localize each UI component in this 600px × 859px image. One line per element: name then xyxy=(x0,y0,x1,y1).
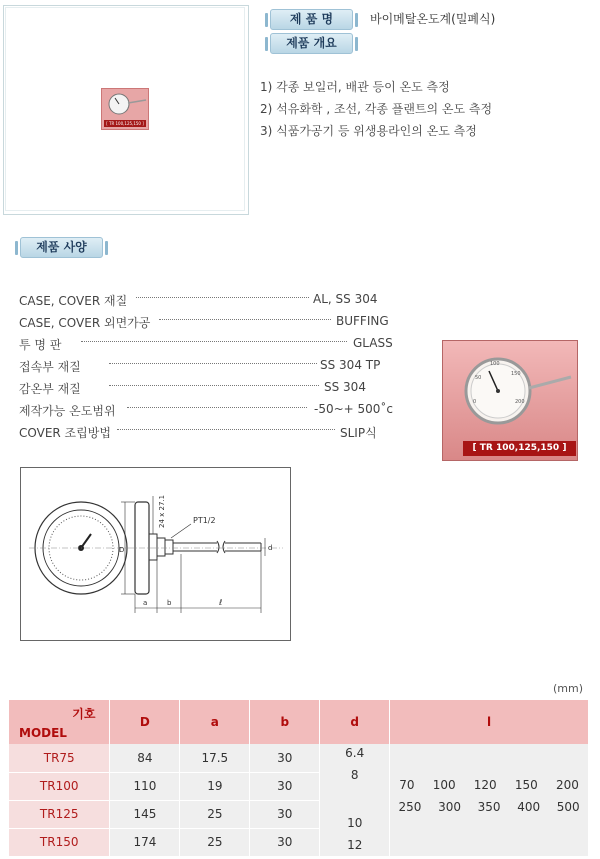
product-name-label: 제 품 명 xyxy=(270,9,353,30)
l-values-cell xyxy=(390,744,589,856)
svg-text:100: 100 xyxy=(490,361,500,367)
svg-text:50: 50 xyxy=(475,375,482,381)
spec-row-value: SLIP식 xyxy=(340,426,377,440)
model-cell: TR125 xyxy=(9,800,110,828)
table-row xyxy=(9,744,589,772)
thermometer-thumb-icon xyxy=(102,89,148,121)
d-value: 12 xyxy=(347,838,363,852)
header-b: b xyxy=(250,700,320,744)
d-values-cell xyxy=(320,744,390,856)
value-cell: 30 xyxy=(250,828,320,856)
header-a: a xyxy=(180,700,250,744)
dim-a-label: a xyxy=(143,599,148,607)
svg-text:200: 200 xyxy=(515,399,525,405)
header-code: 기호 xyxy=(72,707,96,721)
dim-b-label: b xyxy=(167,599,172,607)
value-cell: 84 xyxy=(110,744,180,772)
model-cell: TR150 xyxy=(9,828,110,856)
spec-row-value: SS 304 xyxy=(324,380,366,394)
d-value: 6.4 xyxy=(345,746,365,760)
hex-dim-label: 24 x 27.1 xyxy=(158,494,166,528)
l-value: 120 xyxy=(473,778,497,792)
product-thumbnail[interactable] xyxy=(101,88,149,130)
thermometer-photo-icon xyxy=(443,341,577,439)
spec-label: 제품 사양 xyxy=(20,237,103,258)
header-model: MODEL xyxy=(19,726,67,740)
value-cell: 145 xyxy=(110,800,180,828)
product-name-value: 바이메탈온도계(밀폐식) xyxy=(370,12,496,26)
value-cell: 30 xyxy=(250,800,320,828)
dimension-table xyxy=(9,700,589,857)
svg-text:0: 0 xyxy=(473,399,477,405)
spec-row-label: 감온부 재질 xyxy=(19,382,81,396)
spec-row-label: 제작가능 온도범위 xyxy=(19,404,116,418)
spec-row-value: BUFFING xyxy=(336,314,389,328)
overview-item-3: 3) 식품가공기 등 위생용라인의 온도 측정 xyxy=(260,124,477,138)
spec-row xyxy=(19,358,381,376)
value-cell: 174 xyxy=(110,828,180,856)
value-cell: 30 xyxy=(250,772,320,800)
spec-row-value: -50~+ 500˚c xyxy=(314,402,394,416)
l-value: 350 xyxy=(477,800,501,814)
l-value: 150 xyxy=(514,778,538,792)
overview-item-2: 2) 석유화학 , 조선, 각종 플랜트의 온도 측정 xyxy=(260,102,493,116)
spec-row xyxy=(19,292,378,310)
spec-row xyxy=(19,424,377,442)
thumb-caption: [ TR 100,125,150 ] xyxy=(104,120,146,127)
photo-caption: [ TR 100,125,150 ] xyxy=(463,441,576,456)
l-value: 400 xyxy=(517,800,541,814)
l-value: 300 xyxy=(438,800,461,814)
spec-row xyxy=(19,336,393,354)
dim-l-label: ℓ xyxy=(219,598,223,607)
dim-D-label: D xyxy=(119,546,125,554)
spec-row-value: GLASS xyxy=(353,336,393,350)
unit-label: (mm) xyxy=(553,682,584,695)
spec-row-label: COVER 조립방법 xyxy=(19,426,111,440)
value-cell: 30 xyxy=(250,744,320,772)
header-D: D xyxy=(110,700,180,744)
l-value: 250 xyxy=(398,800,422,814)
value-cell: 110 xyxy=(110,772,180,800)
spec-row-value: AL, SS 304 xyxy=(313,292,378,306)
value-cell: 17.5 xyxy=(180,744,250,772)
overview-item-1: 1) 각종 보일러, 배관 등이 온도 측정 xyxy=(260,80,450,94)
spec-row xyxy=(19,380,366,398)
dim-d-label: d xyxy=(268,544,273,552)
pt-label: PT1/2 xyxy=(193,516,216,525)
overview-label: 제품 개요 xyxy=(270,33,353,54)
l-value: 200 xyxy=(555,778,579,792)
value-cell: 19 xyxy=(180,772,250,800)
spec-row-label: 투 명 판 xyxy=(19,338,62,352)
l-value: 100 xyxy=(432,778,456,792)
svg-text:150: 150 xyxy=(511,371,521,377)
spec-row-label: 접속부 재질 xyxy=(19,360,81,374)
header-d: d xyxy=(320,700,390,744)
d-value: 8 xyxy=(350,768,359,782)
model-cell: TR100 xyxy=(9,772,110,800)
spec-row xyxy=(19,314,389,332)
d-value: 10 xyxy=(347,816,363,830)
value-cell: 25 xyxy=(180,800,250,828)
header-l: l xyxy=(390,700,589,744)
model-cell: TR75 xyxy=(9,744,110,772)
technical-drawing xyxy=(20,467,291,641)
model-header xyxy=(9,700,110,744)
thermometer-drawing-icon xyxy=(21,468,292,642)
value-cell: 25 xyxy=(180,828,250,856)
spec-row-value: SS 304 TP xyxy=(320,358,381,372)
product-photo-frame xyxy=(3,5,249,215)
spec-row-label: CASE, COVER 재질 xyxy=(19,294,128,308)
l-value: 70 xyxy=(399,778,415,792)
l-value: 500 xyxy=(556,800,580,814)
spec-row xyxy=(19,402,394,420)
product-photo[interactable] xyxy=(442,340,578,461)
spec-row-label: CASE, COVER 외면가공 xyxy=(19,316,151,330)
